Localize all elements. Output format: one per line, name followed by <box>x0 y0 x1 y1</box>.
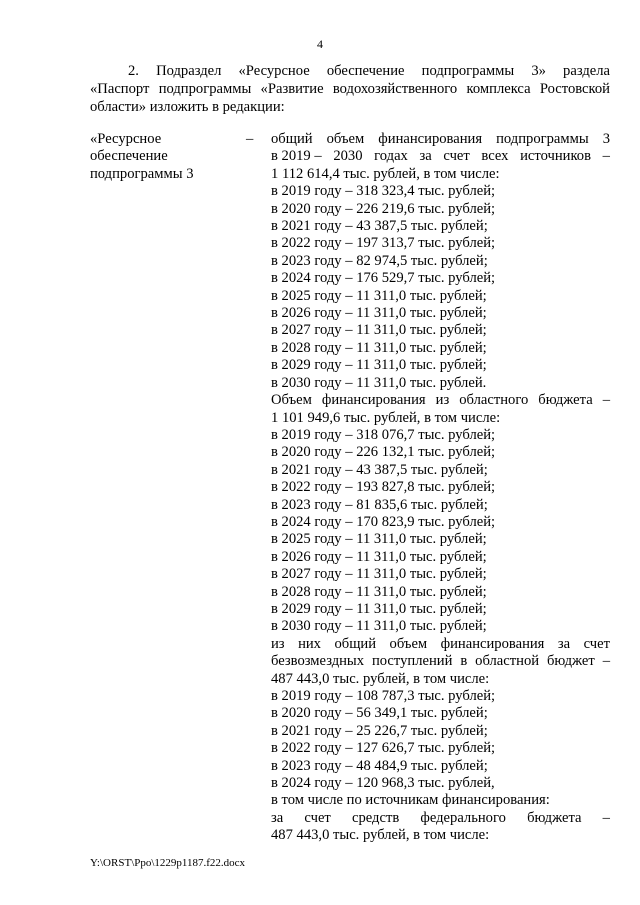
regional-year-2029: в 2029 году – 11 311,0 тыс. рублей; <box>271 600 487 617</box>
regional-year-2027: в 2027 году – 11 311,0 тыс. рублей; <box>271 566 487 583</box>
gratuitous-line-2: безвозмездных поступлений в областной бюджет – <box>271 653 610 670</box>
gratuitous-year-2022: в 2022 году – 127 626,7 тыс. рублей; <box>271 740 496 757</box>
regional-line-1: Объем финансирования из областного бюджета – <box>271 392 610 409</box>
total-line-2-word: 2030 <box>333 148 363 165</box>
total-line-2-word: счет <box>443 148 470 165</box>
total-line-1: общий объем финансирования подпрограммы 3 <box>271 131 610 147</box>
total-year-2024: в 2024 году – 176 529,7 тыс. рублей; <box>271 270 496 287</box>
federal-line-1 <box>271 810 610 827</box>
federal-line-1-word: средств <box>351 809 400 826</box>
sources-line: в том числе по источникам финансирования: <box>271 792 550 809</box>
regional-year-2019: в 2019 году – 318 076,7 тыс. рублей; <box>271 426 496 443</box>
total-year-2019: в 2019 году – 318 323,4 тыс. рублей; <box>271 183 496 200</box>
total-year-2022: в 2022 году – 197 313,7 тыс. рублей; <box>271 235 496 252</box>
file-path-footer: Y:\ORST\Ppo\1229p1187.f22.docx <box>90 857 246 869</box>
section-label-line-2: обеспечение <box>90 148 168 165</box>
regional-year-2022: в 2022 году – 193 827,8 тыс. рублей; <box>271 479 496 496</box>
federal-line-1-word: счет <box>304 809 331 826</box>
label-dash: – <box>246 131 254 147</box>
regional-year-2030: в 2030 году – 11 311,0 тыс. рублей; <box>271 618 487 635</box>
gratuitous-line-1: из них общий объем финансирования за счет <box>271 635 610 652</box>
section-label-line-1: «Ресурсное <box>90 131 162 147</box>
gratuitous-year-2024: в 2024 году – 120 968,3 тыс. рублей, <box>271 775 495 792</box>
gratuitous-year-2020: в 2020 году – 56 349,1 тыс. рублей; <box>271 705 488 722</box>
total-year-2029: в 2029 году – 11 311,0 тыс. рублей; <box>271 357 487 374</box>
regional-year-2021: в 2021 году – 43 387,5 тыс. рублей; <box>271 461 488 478</box>
section-label-line-3: подпрограммы 3 <box>90 165 194 182</box>
total-line-2-word: всех <box>481 148 509 165</box>
total-line-2-word: годах <box>374 148 408 165</box>
total-year-2020: в 2020 году – 226 219,6 тыс. рублей; <box>271 200 496 217</box>
total-line-2-word: источников <box>520 148 591 165</box>
total-year-2023: в 2023 году – 82 974,5 тыс. рублей; <box>271 252 488 269</box>
intro-line-1: 2. Подраздел «Ресурсное обеспечение подпрограммы 3» раздела <box>128 63 610 79</box>
total-line-2-word: за <box>419 148 432 165</box>
regional-year-2024: в 2024 году – 170 823,9 тыс. рублей; <box>271 513 496 530</box>
intro-paragraph <box>90 62 610 116</box>
intro-line-2: «Паспорт подпрограммы «Развитие водохозяйственного комплекса Ростовской <box>90 81 610 97</box>
federal-line-1-word: за <box>271 809 284 826</box>
regional-year-2023: в 2023 году – 81 835,6 тыс. рублей; <box>271 496 488 513</box>
total-line-2-word: – <box>602 148 610 165</box>
section-label <box>90 131 260 183</box>
total-year-2027: в 2027 году – 11 311,0 тыс. рублей; <box>271 322 487 339</box>
total-year-2028: в 2028 году – 11 311,0 тыс. рублей; <box>271 339 487 356</box>
gratuitous-year-2019: в 2019 году – 108 787,3 тыс. рублей; <box>271 688 496 704</box>
regional-year-2020: в 2020 году – 226 132,1 тыс. рублей; <box>271 444 496 461</box>
page-number: 4 <box>317 37 323 51</box>
regional-year-2026: в 2026 году – 11 311,0 тыс. рублей; <box>271 548 487 565</box>
federal-line-2: 487 443,0 тыс. рублей, в том числе: <box>271 827 490 844</box>
regional-year-2025: в 2025 году – 11 311,0 тыс. рублей; <box>271 531 487 548</box>
total-year-2025: в 2025 году – 11 311,0 тыс. рублей; <box>271 287 487 304</box>
intro-line-3: области» изложить в редакции: <box>90 99 285 115</box>
total-line-3: 1 112 614,4 тыс. рублей, в том числе: <box>271 165 500 182</box>
total-year-2030: в 2030 году – 11 311,0 тыс. рублей. <box>271 374 487 391</box>
total-line-2 <box>271 148 610 165</box>
funding-content <box>271 131 610 845</box>
federal-line-1-word: бюджета <box>527 809 582 826</box>
gratuitous-year-2023: в 2023 году – 48 484,9 тыс. рублей; <box>271 757 488 774</box>
gratuitous-line-3: 487 443,0 тыс. рублей, в том числе: <box>271 670 490 687</box>
total-line-2-word: в 2019 – <box>271 148 322 165</box>
gratuitous-year-2021: в 2021 году – 25 226,7 тыс. рублей; <box>271 722 488 739</box>
regional-line-2: 1 101 949,6 тыс. рублей, в том числе: <box>271 409 501 426</box>
total-year-2021: в 2021 году – 43 387,5 тыс. рублей; <box>271 218 488 235</box>
total-year-2026: в 2026 году – 11 311,0 тыс. рублей; <box>271 305 487 322</box>
federal-line-1-word: – <box>602 809 610 826</box>
federal-line-1-word: федерального <box>420 809 506 826</box>
regional-year-2028: в 2028 году – 11 311,0 тыс. рублей; <box>271 583 487 600</box>
